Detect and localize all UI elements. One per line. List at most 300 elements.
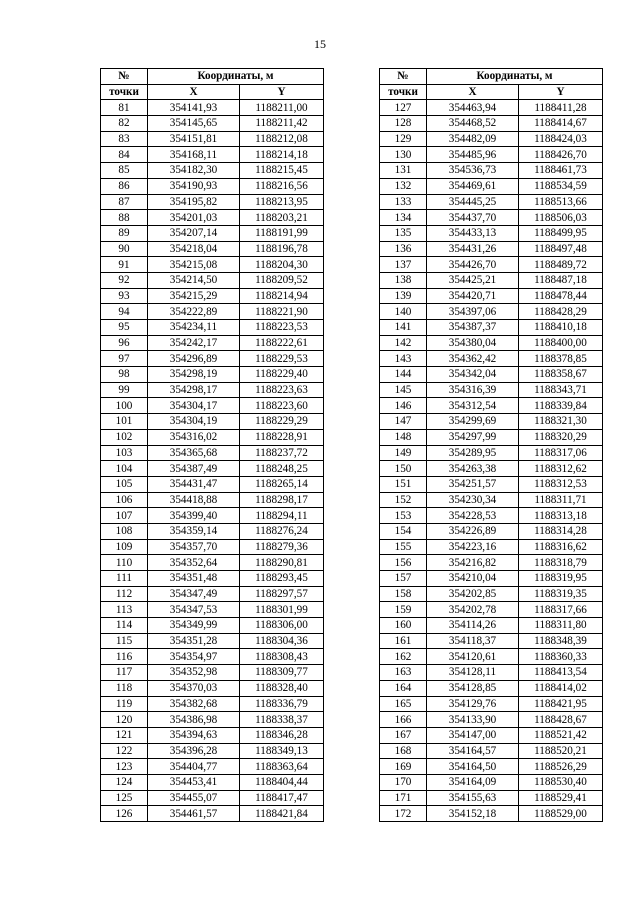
x-coordinate-cell: 354263,38 [427,461,519,477]
header-row [380,69,603,85]
y-coordinate-cell: 1188314,28 [519,523,603,539]
table-row [380,696,603,712]
point-number-cell: 128 [380,116,427,132]
point-number-cell: 161 [380,633,427,649]
table-row [380,680,603,696]
y-coordinate-cell: 1188223,63 [240,382,324,398]
y-coordinate-cell: 1188279,36 [240,539,324,555]
y-coordinate-cell: 1188223,53 [240,320,324,336]
y-coordinate-cell: 1188222,61 [240,335,324,351]
x-coordinate-cell: 354461,57 [148,806,240,822]
point-number-cell: 125 [101,790,148,806]
x-coordinate-cell: 354298,17 [148,382,240,398]
point-number-cell: 145 [380,382,427,398]
table-row [101,680,324,696]
point-number-cell: 150 [380,461,427,477]
point-number-cell: 126 [101,806,148,822]
point-number-cell: 102 [101,429,148,445]
y-coordinate-cell: 1188293,45 [240,571,324,587]
table-row [380,806,603,822]
table-row [380,414,603,430]
x-coordinate-cell: 354386,98 [148,712,240,728]
point-label-header: точки [101,84,148,100]
point-number-cell: 132 [380,178,427,194]
table-row [101,492,324,508]
x-coordinate-cell: 354359,14 [148,523,240,539]
y-coordinate-cell: 1188348,39 [519,633,603,649]
x-column-header: X [427,84,519,100]
x-coordinate-cell: 354463,94 [427,100,519,116]
point-number-cell: 109 [101,539,148,555]
y-coordinate-cell: 1188312,53 [519,476,603,492]
point-number-cell: 168 [380,743,427,759]
x-coordinate-cell: 354207,14 [148,225,240,241]
x-coordinate-cell: 354210,04 [427,571,519,587]
x-column-header: X [148,84,240,100]
x-coordinate-cell: 354316,39 [427,382,519,398]
y-coordinate-cell: 1188228,91 [240,429,324,445]
x-coordinate-cell: 354145,65 [148,116,240,132]
table-row [101,178,324,194]
table-row [101,116,324,132]
point-number-cell: 90 [101,241,148,257]
x-coordinate-cell: 354351,48 [148,571,240,587]
table-row [380,476,603,492]
x-coordinate-cell: 354418,88 [148,492,240,508]
table-row [101,727,324,743]
x-coordinate-cell: 354455,07 [148,790,240,806]
point-number-cell: 95 [101,320,148,336]
y-coordinate-cell: 1188203,21 [240,210,324,226]
x-coordinate-cell: 354151,81 [148,131,240,147]
x-coordinate-cell: 354354,97 [148,649,240,665]
y-coordinate-cell: 1188358,67 [519,367,603,383]
table-row [380,712,603,728]
y-coordinate-cell: 1188319,95 [519,571,603,587]
x-coordinate-cell: 354242,17 [148,335,240,351]
point-number-cell: 96 [101,335,148,351]
table-row [380,445,603,461]
x-coordinate-cell: 354485,96 [427,147,519,163]
point-number-cell: 149 [380,445,427,461]
point-number-cell: 146 [380,398,427,414]
table-row [380,727,603,743]
y-column-header: Y [519,84,603,100]
x-coordinate-cell: 354396,28 [148,743,240,759]
x-coordinate-cell: 354433,13 [427,225,519,241]
table-row [380,194,603,210]
point-number-cell: 143 [380,351,427,367]
table-row [101,461,324,477]
y-coordinate-cell: 1188223,60 [240,398,324,414]
x-coordinate-cell: 354445,25 [427,194,519,210]
x-coordinate-cell: 354347,49 [148,586,240,602]
y-coordinate-cell: 1188301,99 [240,602,324,618]
point-number-cell: 121 [101,727,148,743]
x-coordinate-cell: 354352,64 [148,555,240,571]
x-coordinate-cell: 354152,18 [427,806,519,822]
point-number-cell: 169 [380,759,427,775]
x-coordinate-cell: 354120,61 [427,649,519,665]
point-number-cell: 164 [380,680,427,696]
y-coordinate-cell: 1188378,85 [519,351,603,367]
table-row [380,492,603,508]
y-coordinate-cell: 1188276,24 [240,523,324,539]
table-row [380,335,603,351]
x-coordinate-cell: 354397,06 [427,304,519,320]
point-number-cell: 83 [101,131,148,147]
table-row [101,508,324,524]
point-number-cell: 137 [380,257,427,273]
table-row [101,398,324,414]
table-row [101,555,324,571]
x-coordinate-cell: 354382,68 [148,696,240,712]
x-coordinate-cell: 354399,40 [148,508,240,524]
table-row [101,382,324,398]
point-number-cell: 92 [101,272,148,288]
table-row [380,147,603,163]
y-coordinate-cell: 1188213,95 [240,194,324,210]
table-row [380,743,603,759]
x-coordinate-cell: 354420,71 [427,288,519,304]
y-coordinate-cell: 1188343,71 [519,382,603,398]
x-coordinate-cell: 354297,99 [427,429,519,445]
table-row [101,618,324,634]
x-coordinate-cell: 354201,03 [148,210,240,226]
y-coordinate-cell: 1188338,37 [240,712,324,728]
x-coordinate-cell: 354482,09 [427,131,519,147]
x-coordinate-cell: 354251,57 [427,476,519,492]
table-row [101,257,324,273]
point-number-cell: 122 [101,743,148,759]
point-number-cell: 106 [101,492,148,508]
table-row [101,571,324,587]
x-coordinate-cell: 354234,11 [148,320,240,336]
x-coordinate-cell: 354182,30 [148,163,240,179]
point-number-cell: 85 [101,163,148,179]
table-row [380,288,603,304]
point-number-cell: 165 [380,696,427,712]
y-coordinate-cell: 1188216,56 [240,178,324,194]
table-row [101,759,324,775]
x-coordinate-cell: 354222,89 [148,304,240,320]
y-coordinate-cell: 1188487,18 [519,272,603,288]
table-row [380,461,603,477]
header-row [101,69,324,85]
y-coordinate-cell: 1188196,78 [240,241,324,257]
x-coordinate-cell: 354202,78 [427,602,519,618]
point-number-cell: 103 [101,445,148,461]
table-row [380,774,603,790]
table-row [380,618,603,634]
table-row [380,790,603,806]
y-coordinate-cell: 1188414,67 [519,116,603,132]
x-coordinate-cell: 354426,70 [427,257,519,273]
y-coordinate-cell: 1188248,25 [240,461,324,477]
point-number-cell: 110 [101,555,148,571]
y-coordinate-cell: 1188424,03 [519,131,603,147]
point-number-cell: 159 [380,602,427,618]
y-coordinate-cell: 1188346,28 [240,727,324,743]
table-row [380,571,603,587]
table-row [380,586,603,602]
table-row [380,367,603,383]
point-number-cell: 133 [380,194,427,210]
y-coordinate-cell: 1188513,66 [519,194,603,210]
x-coordinate-cell: 354195,82 [148,194,240,210]
table-row [380,665,603,681]
table-row [101,743,324,759]
point-number-cell: 162 [380,649,427,665]
x-coordinate-cell: 354228,53 [427,508,519,524]
point-number-cell: 82 [101,116,148,132]
point-number-cell: 81 [101,100,148,116]
table-row [380,241,603,257]
point-number-cell: 119 [101,696,148,712]
table-row [101,696,324,712]
table-row [380,759,603,775]
point-number-cell: 158 [380,586,427,602]
table-row [101,194,324,210]
y-coordinate-cell: 1188311,80 [519,618,603,634]
y-coordinate-cell: 1188209,52 [240,272,324,288]
x-coordinate-cell: 354370,03 [148,680,240,696]
table-row [380,304,603,320]
table-row [380,116,603,132]
point-number-cell: 88 [101,210,148,226]
y-coordinate-cell: 1188410,18 [519,320,603,336]
table-row [101,147,324,163]
coordinates-header: Координаты, м [148,69,324,85]
table-row [380,320,603,336]
x-coordinate-cell: 354469,61 [427,178,519,194]
y-coordinate-cell: 1188298,17 [240,492,324,508]
table-row [380,555,603,571]
table-row [380,272,603,288]
x-coordinate-cell: 354164,57 [427,743,519,759]
x-coordinate-cell: 354365,68 [148,445,240,461]
table-row [101,320,324,336]
y-coordinate-cell: 1188421,84 [240,806,324,822]
table-row [380,508,603,524]
table-row [380,225,603,241]
table-row [101,241,324,257]
point-number-cell: 151 [380,476,427,492]
y-coordinate-cell: 1188328,40 [240,680,324,696]
point-number-cell: 171 [380,790,427,806]
table-row [101,429,324,445]
table-row [101,288,324,304]
point-number-cell: 87 [101,194,148,210]
header-row [380,84,603,100]
x-coordinate-cell: 354380,04 [427,335,519,351]
x-coordinate-cell: 354215,29 [148,288,240,304]
y-coordinate-cell: 1188317,66 [519,602,603,618]
point-number-cell: 94 [101,304,148,320]
x-coordinate-cell: 354431,47 [148,476,240,492]
y-coordinate-cell: 1188306,00 [240,618,324,634]
y-column-header: Y [240,84,324,100]
point-number-cell: 108 [101,523,148,539]
y-coordinate-cell: 1188336,79 [240,696,324,712]
point-number-cell: 172 [380,806,427,822]
point-number-cell: 167 [380,727,427,743]
y-coordinate-cell: 1188489,72 [519,257,603,273]
point-number-cell: 144 [380,367,427,383]
point-number-cell: 100 [101,398,148,414]
x-coordinate-cell: 354296,89 [148,351,240,367]
point-number-cell: 116 [101,649,148,665]
table-row [101,806,324,822]
x-coordinate-cell: 354347,53 [148,602,240,618]
x-coordinate-cell: 354128,11 [427,665,519,681]
y-coordinate-cell: 1188526,29 [519,759,603,775]
y-coordinate-cell: 1188313,18 [519,508,603,524]
y-coordinate-cell: 1188309,77 [240,665,324,681]
point-number-cell: 163 [380,665,427,681]
table-row [380,351,603,367]
y-coordinate-cell: 1188421,95 [519,696,603,712]
table-row [380,100,603,116]
x-coordinate-cell: 354164,50 [427,759,519,775]
y-coordinate-cell: 1188349,13 [240,743,324,759]
point-number-cell: 140 [380,304,427,320]
table-row [101,665,324,681]
point-label-header: точки [380,84,427,100]
y-coordinate-cell: 1188363,64 [240,759,324,775]
y-coordinate-cell: 1188413,54 [519,665,603,681]
x-coordinate-cell: 354299,69 [427,414,519,430]
point-number-cell: 98 [101,367,148,383]
table-row [101,774,324,790]
point-number-cell: 97 [101,351,148,367]
point-number-header: № [101,69,148,85]
x-coordinate-cell: 354304,17 [148,398,240,414]
point-number-cell: 138 [380,272,427,288]
x-coordinate-cell: 354155,63 [427,790,519,806]
y-coordinate-cell: 1188237,72 [240,445,324,461]
point-number-cell: 134 [380,210,427,226]
x-coordinate-cell: 354129,76 [427,696,519,712]
table-row [101,539,324,555]
coordinates-table-left [100,68,324,822]
y-coordinate-cell: 1188265,14 [240,476,324,492]
x-coordinate-cell: 354202,85 [427,586,519,602]
point-number-cell: 156 [380,555,427,571]
point-number-cell: 115 [101,633,148,649]
x-coordinate-cell: 354298,19 [148,367,240,383]
point-number-cell: 105 [101,476,148,492]
x-coordinate-cell: 354312,54 [427,398,519,414]
y-coordinate-cell: 1188400,00 [519,335,603,351]
table-row [380,178,603,194]
y-coordinate-cell: 1188312,62 [519,461,603,477]
point-number-cell: 104 [101,461,148,477]
point-number-cell: 170 [380,774,427,790]
x-coordinate-cell: 354352,98 [148,665,240,681]
x-coordinate-cell: 354316,02 [148,429,240,445]
table-row [101,163,324,179]
point-number-cell: 154 [380,523,427,539]
y-coordinate-cell: 1188411,28 [519,100,603,116]
table-row [380,382,603,398]
y-coordinate-cell: 1188321,30 [519,414,603,430]
y-coordinate-cell: 1188428,29 [519,304,603,320]
x-coordinate-cell: 354214,50 [148,272,240,288]
point-number-cell: 152 [380,492,427,508]
y-coordinate-cell: 1188229,53 [240,351,324,367]
y-coordinate-cell: 1188294,11 [240,508,324,524]
point-number-cell: 135 [380,225,427,241]
y-coordinate-cell: 1188204,30 [240,257,324,273]
table-row [380,539,603,555]
page-number: 15 [314,37,326,51]
point-number-cell: 136 [380,241,427,257]
point-number-cell: 107 [101,508,148,524]
x-coordinate-cell: 354216,82 [427,555,519,571]
y-coordinate-cell: 1188461,73 [519,163,603,179]
x-coordinate-cell: 354387,37 [427,320,519,336]
table-row [101,523,324,539]
y-coordinate-cell: 1188319,35 [519,586,603,602]
x-coordinate-cell: 354128,85 [427,680,519,696]
y-coordinate-cell: 1188214,18 [240,147,324,163]
x-coordinate-cell: 354118,37 [427,633,519,649]
point-number-cell: 84 [101,147,148,163]
x-coordinate-cell: 354357,70 [148,539,240,555]
point-number-cell: 91 [101,257,148,273]
y-coordinate-cell: 1188499,95 [519,225,603,241]
x-coordinate-cell: 354289,95 [427,445,519,461]
table-row [101,476,324,492]
y-coordinate-cell: 1188318,79 [519,555,603,571]
y-coordinate-cell: 1188214,94 [240,288,324,304]
point-number-cell: 157 [380,571,427,587]
point-number-header: № [380,69,427,85]
y-coordinate-cell: 1188215,45 [240,163,324,179]
table-row [380,257,603,273]
point-number-cell: 130 [380,147,427,163]
y-coordinate-cell: 1188316,62 [519,539,603,555]
point-number-cell: 142 [380,335,427,351]
y-coordinate-cell: 1188191,99 [240,225,324,241]
x-coordinate-cell: 354147,00 [427,727,519,743]
point-number-cell: 86 [101,178,148,194]
x-coordinate-cell: 354351,28 [148,633,240,649]
y-coordinate-cell: 1188497,48 [519,241,603,257]
x-coordinate-cell: 354141,93 [148,100,240,116]
y-coordinate-cell: 1188521,42 [519,727,603,743]
point-number-cell: 141 [380,320,427,336]
x-coordinate-cell: 354342,04 [427,367,519,383]
y-coordinate-cell: 1188317,06 [519,445,603,461]
table-row [101,649,324,665]
table-row [101,100,324,116]
table-row [101,633,324,649]
y-coordinate-cell: 1188534,59 [519,178,603,194]
point-number-cell: 131 [380,163,427,179]
y-coordinate-cell: 1188229,40 [240,367,324,383]
point-number-cell: 127 [380,100,427,116]
table-row [101,225,324,241]
y-coordinate-cell: 1188417,47 [240,790,324,806]
table-row [101,210,324,226]
x-coordinate-cell: 354133,90 [427,712,519,728]
y-coordinate-cell: 1188211,00 [240,100,324,116]
y-coordinate-cell: 1188304,36 [240,633,324,649]
table-row [380,398,603,414]
x-coordinate-cell: 354394,63 [148,727,240,743]
